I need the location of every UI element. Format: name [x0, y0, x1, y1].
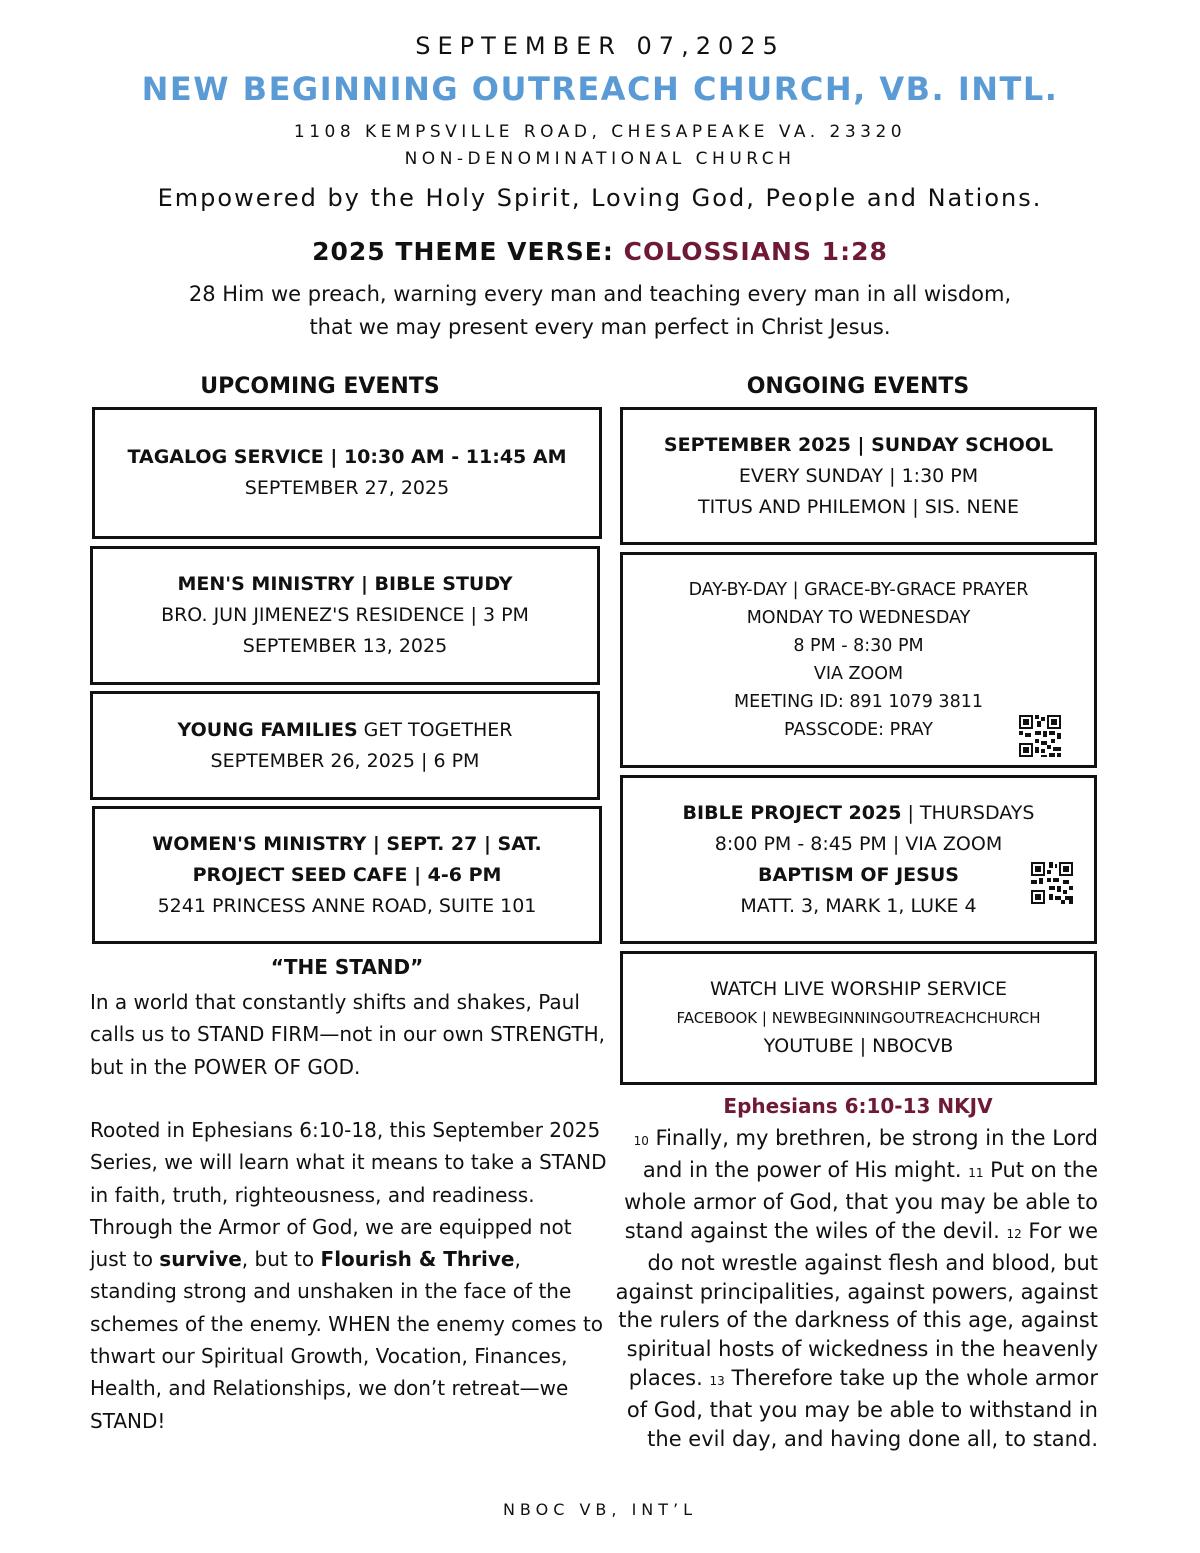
event-card-tagalog-service [92, 407, 602, 539]
ephesians-text [610, 1124, 1098, 1454]
event-passages: MATT. 3, MARK 1, LUKE 4 [740, 894, 977, 917]
event-venue: PROJECT SEED CAFE | 4-6 PM [192, 863, 502, 886]
event-title [178, 715, 513, 746]
event-card-live-worship [620, 951, 1097, 1085]
church-name: NEW BEGINNING OUTREACH CHURCH, VB. INTL. [141, 70, 1059, 108]
qr-code-icon[interactable] [1019, 715, 1061, 757]
stand-text: Rooted in Ephesians 6:10-18, this September 2025 Series, we will learn what it means to take a STAND in faith, truth, righteousness, and readiness. Through the Armor of God, we are equipped not just to [90, 1118, 607, 1272]
event-card-mens-ministry [90, 546, 600, 685]
event-topic: TITUS AND PHILEMON | SIS. NENE [698, 495, 1019, 518]
stand-title: “THE STAND” [270, 955, 424, 979]
stand-emphasis-survive: survive [159, 1247, 242, 1272]
footer-text: NBOC VB, INT’L [502, 1500, 698, 1519]
event-title-rest: | THURSDAYS [901, 801, 1035, 824]
event-title-rest: GET TOGETHER [357, 718, 513, 741]
verse-number: 10 [633, 1134, 649, 1148]
event-via: VIA ZOOM [813, 664, 904, 684]
theme-verse-line: that we may present every man perfect in Christ Jesus. [309, 315, 891, 339]
stand-text: , standing strong and unshaken in the face of the schemes of the enemy. WHEN the enemy comes to thwart our Spiritual Growth, Vocation, Finances, Health, and Relationships, we don’t retreat—we STAND! [90, 1247, 604, 1433]
theme-verse-text [80, 278, 1120, 344]
event-title [683, 798, 1035, 829]
event-title: TAGALOG SERVICE | 10:30 AM - 11:45 AM [127, 446, 567, 468]
event-title: WOMEN'S MINISTRY | SEPT. 27 | SAT. [152, 832, 542, 855]
event-title-bold: BIBLE PROJECT 2025 [682, 801, 902, 824]
stand-text: , but to [241, 1247, 321, 1272]
event-card-prayer [620, 552, 1097, 768]
verse-number: 11 [968, 1165, 984, 1180]
verse-text: Put on the whole armor of God, that you may be able to stand against the wiles of the devil. [624, 1157, 1098, 1243]
event-time: 8 PM - 8:30 PM [793, 636, 924, 656]
ephesians-title: Ephesians 6:10-13 NKJV [723, 1094, 993, 1118]
ongoing-events-heading: ONGOING EVENTS [746, 374, 970, 399]
verse-number: 12 [1006, 1226, 1022, 1241]
theme-verse-heading [0, 237, 1200, 266]
verse-text: Finally, my brethren, be strong in the Lord and in the power of His might. [642, 1126, 1098, 1182]
event-title-bold: YOUNG FAMILIES [177, 718, 358, 741]
event-schedule: EVERY SUNDAY | 1:30 PM [738, 464, 979, 487]
event-time: 8:00 PM - 8:45 PM | VIA ZOOM [714, 832, 1003, 855]
qr-code-icon[interactable] [1031, 862, 1073, 904]
verse-number: 13 [709, 1374, 725, 1389]
stand-paragraph-2 [90, 1114, 610, 1437]
event-title: DAY-BY-DAY | GRACE-BY-GRACE PRAYER [688, 580, 1029, 600]
church-motto: Empowered by the Holy Spirit, Loving God, People and Nations. [157, 184, 1043, 212]
bulletin-date: SEPTEMBER 07,2025 [415, 32, 785, 60]
event-card-sunday-school [620, 407, 1097, 545]
church-address: 1108 KEMPSVILLE ROAD, CHESAPEAKE VA. 23320 [293, 122, 907, 142]
upcoming-events-heading: UPCOMING EVENTS [200, 374, 440, 399]
event-date: SEPTEMBER 13, 2025 [242, 635, 448, 657]
event-card-womens-ministry [92, 806, 602, 944]
stand-emphasis-flourish: Flourish & Thrive [320, 1247, 515, 1272]
event-date: SEPTEMBER 26, 2025 | 6 PM [210, 749, 480, 772]
theme-reference: COLOSSIANS 1:28 [623, 237, 888, 266]
event-title: MEN'S MINISTRY | BIBLE STUDY [177, 573, 513, 595]
event-title: WATCH LIVE WORSHIP SERVICE [709, 978, 1008, 1000]
event-passcode: PASSCODE: PRAY [784, 720, 933, 740]
verse-text: Therefore take up the whole armor of God, that you may be able to withstand in the evil day, and having done all, to stand. [626, 1366, 1098, 1452]
church-denomination: NON-DENOMINATIONAL CHURCH [404, 149, 796, 169]
event-location: BRO. JUN JIMENEZ'S RESIDENCE | 3 PM [161, 604, 529, 626]
verse-text: For we do not wrestle against flesh and blood, but against principalities, against powers, against the rulers of the darkness of this age, against spiritual hosts of wickedness in the heavenly places. [615, 1218, 1098, 1391]
theme-verse-line: 28 Him we preach, warning every man and teaching every man in all wisdom, [188, 282, 1012, 306]
facebook-link[interactable]: FACEBOOK | NEWBEGINNINGOUTREACHCHURCH [676, 1009, 1041, 1027]
event-card-young-families [90, 691, 600, 800]
event-topic: BAPTISM OF JESUS [758, 863, 959, 886]
stand-paragraph-1: In a world that constantly shifts and shakes, Paul calls us to STAND FIRM—not in our own STRENGTH, but in the POWER OF GOD. [90, 990, 605, 1079]
theme-label: 2025 THEME VERSE: [312, 237, 614, 266]
event-card-bible-project [620, 775, 1097, 944]
event-days: MONDAY TO WEDNESDAY [746, 608, 971, 628]
event-address: 5241 PRINCESS ANNE ROAD, SUITE 101 [157, 894, 537, 917]
youtube-link[interactable]: YOUTUBE | NBOCVB [763, 1035, 954, 1057]
event-meeting-id: MEETING ID: 891 1079 3811 [734, 692, 983, 712]
event-date: SEPTEMBER 27, 2025 [244, 477, 450, 499]
event-title: SEPTEMBER 2025 | SUNDAY SCHOOL [663, 433, 1054, 456]
